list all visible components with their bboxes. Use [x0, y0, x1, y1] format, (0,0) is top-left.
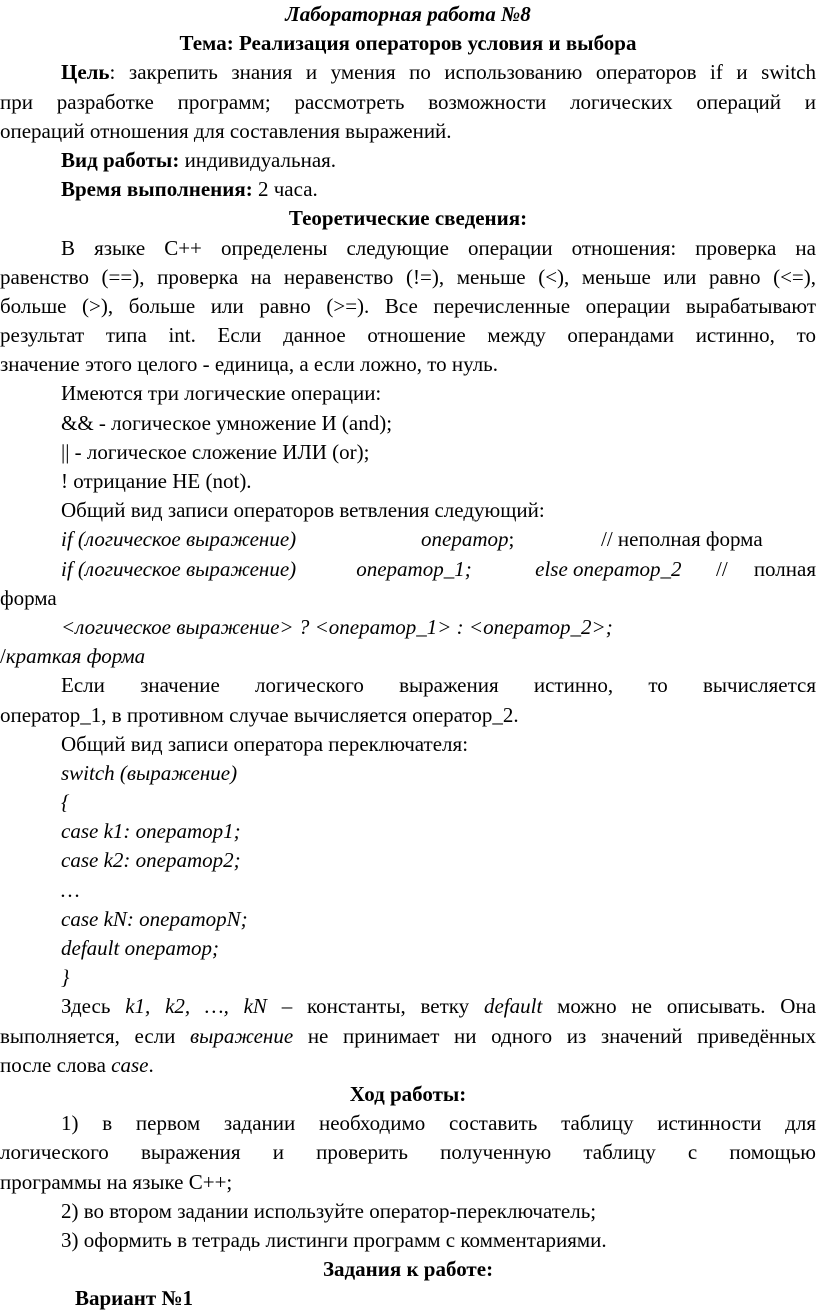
procedure-item-1-line-2: логического выражения и проверить полученную таблицу с помощью — [0, 1140, 816, 1165]
logic-and: && - логическое умножение И (and); — [61, 410, 393, 435]
explain-line-2: оператор_1, в противном случае вычисляется оператор_2. — [0, 702, 519, 727]
procedure-item-1-line-3: программы на языке С++; — [0, 1169, 233, 1194]
document-topic: Тема: Реализация операторов условия и выбора — [179, 31, 637, 56]
switch-line: { — [61, 790, 70, 815]
switch-line: case k1: оператор1; — [61, 819, 241, 844]
logic-not: ! отрицание НЕ (not). — [61, 469, 252, 493]
procedure-item-1-line-1: 1) в первом задании необходимо составить таблицу истинности для — [61, 1111, 816, 1136]
theory-p1-line-4: результат типа int. Если данное отношение между операндами истинно, то — [0, 323, 816, 348]
theory-p1-line-1: В языке С++ определены следующие операции отношения: проверка на — [61, 235, 816, 260]
duration: Время выполнения: 2 часа. — [61, 177, 318, 202]
switch-line: case kN: операторN; — [61, 906, 248, 931]
switch-intro: Общий вид записи оператора переключателя: — [61, 731, 469, 756]
switch-line: switch (выражение) — [61, 760, 238, 785]
variant-label: Вариант №1 — [75, 1286, 194, 1311]
ternary-comment: /краткая форма — [0, 644, 146, 669]
if-full-form-continuation: форма — [0, 585, 57, 610]
goal-label: Цель — [61, 60, 110, 85]
goal-line-1: Цель: закрепить знания и умения по использованию операторов if и switch — [61, 60, 816, 85]
here-line-2: выполняется, если выражение не принимает ни одного из значений приведённых — [0, 1023, 816, 1048]
goal-line-2: при разработке программ; рассмотреть возможности логических операций и — [0, 89, 816, 114]
here-line-1: Здесь k1, k2, …, kN – константы, ветку default можно не описывать. Она — [61, 994, 816, 1019]
explain-line-1: Если значение логического выражения истинно, то вычисляется — [61, 673, 816, 698]
switch-line: … — [61, 877, 80, 902]
ternary-form: <логическое выражение> ? <оператор_1> : <оператор_2>; — [61, 614, 613, 639]
here-line-3: после слова case. — [0, 1052, 154, 1077]
if-short-form: if (логическое выражение) оператор; // неполная форма — [61, 527, 763, 552]
procedure-item-3: 3) оформить в тетрадь листинги программ с комментариями. — [61, 1227, 607, 1252]
branch-intro: Общий вид записи операторов ветвления следующий: — [61, 498, 545, 523]
logic-or: || - логическое сложение ИЛИ (or); — [61, 439, 370, 464]
theory-p1-line-3: больше (>), больше или равно (>=). Все перечисленные операции вырабатывают — [0, 293, 816, 318]
switch-line: default оператор; — [61, 936, 220, 960]
procedure-heading: Ход работы: — [349, 1081, 467, 1106]
work-type: Вид работы: индивидуальная. — [61, 147, 337, 172]
tasks-heading: Задания к работе: — [322, 1257, 494, 1282]
theory-heading: Теоретические сведения: — [288, 206, 528, 231]
goal-line-3: операций отношения для составления выражений. — [0, 118, 452, 143]
theory-p1-line-2: равенство (==), проверка на неравенство (!=), меньше (<), меньше или равно (<=), — [0, 264, 816, 289]
switch-line: case k2: оператор2; — [61, 848, 241, 873]
document-title: Лабораторная работа №8 — [285, 2, 531, 26]
if-full-form: if (логическое выражение) оператор_1; else оператор_2 // полная — [61, 556, 816, 581]
procedure-item-2: 2) во втором задании используйте оператор-переключатель; — [61, 1198, 597, 1223]
switch-line: } — [61, 965, 70, 990]
logic-intro: Имеются три логические операции: — [61, 381, 382, 406]
theory-p1-line-5: значение этого целого - единица, а если ложно, то нуль. — [0, 352, 499, 377]
